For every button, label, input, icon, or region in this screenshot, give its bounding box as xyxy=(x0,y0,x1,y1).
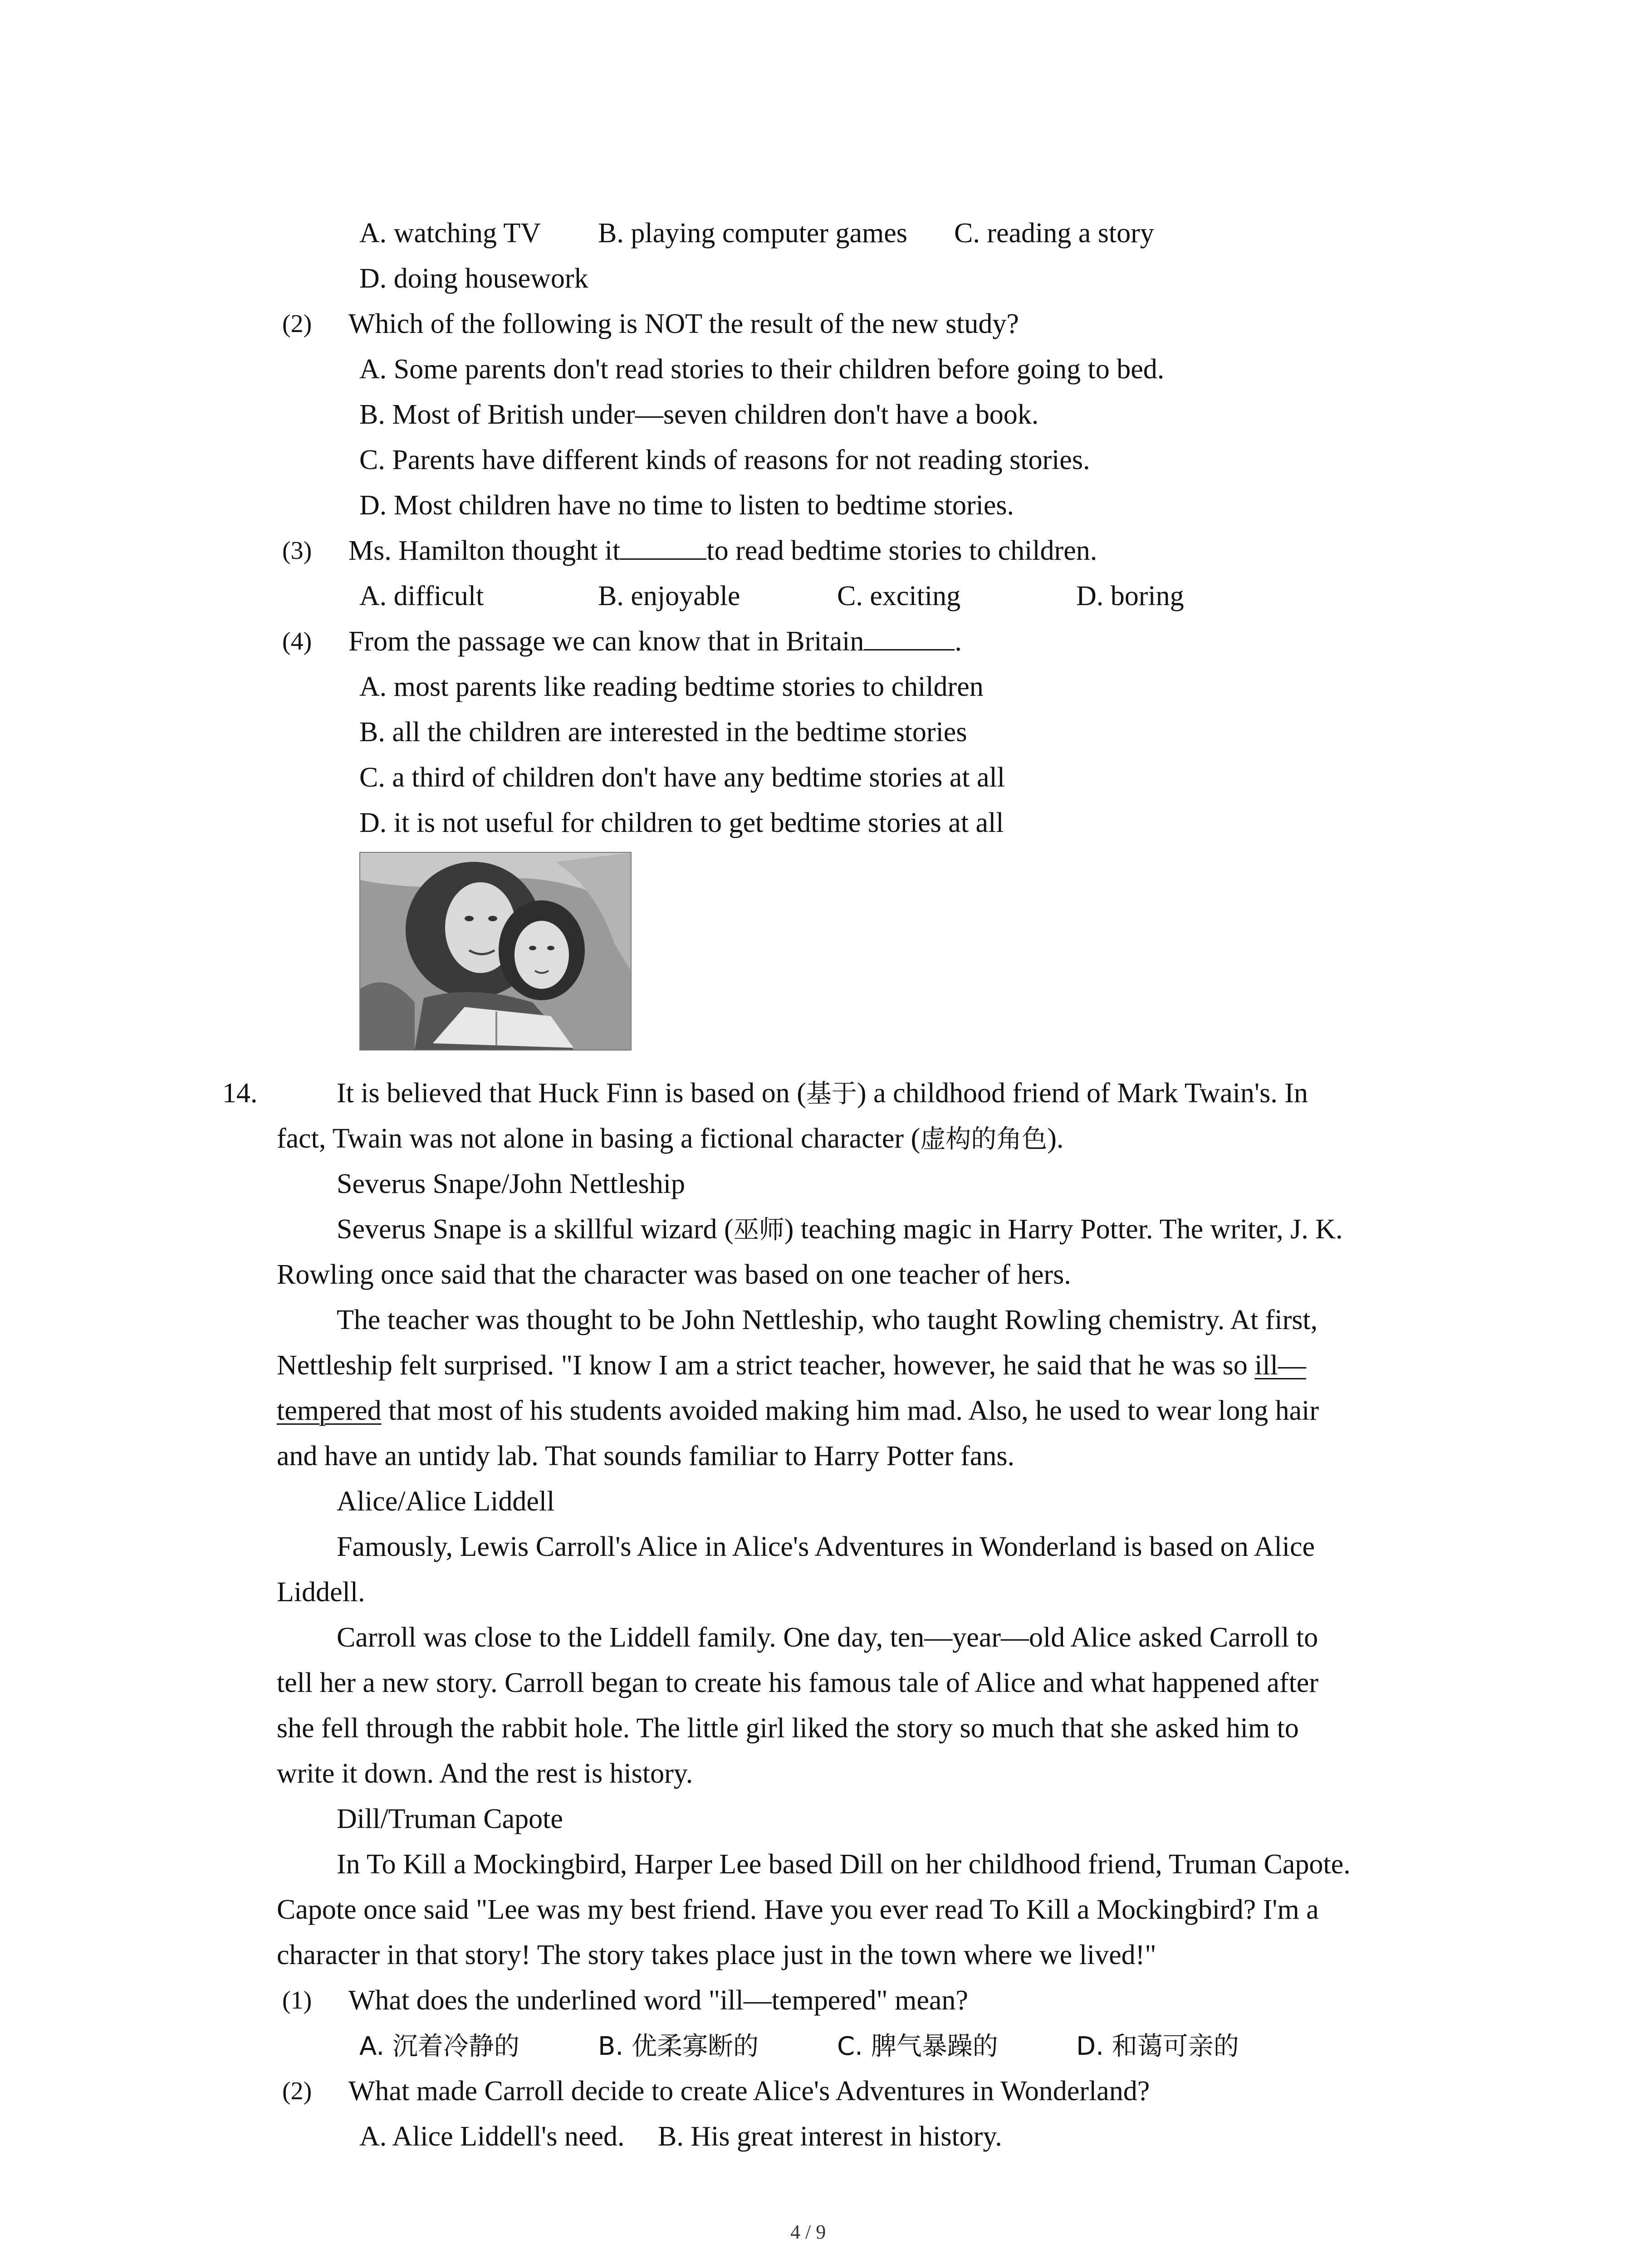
q13-4-option-a: A. most parents like reading bedtime stories to children xyxy=(359,671,984,702)
q14-2-number: (2) xyxy=(282,2077,312,2105)
q14-paragraph-4-line-2: Liddell. xyxy=(277,1577,365,1608)
q14-paragraph-2-line-2: Rowling once said that the character was based on one teacher of hers. xyxy=(277,1259,1071,1290)
q13-4-question-post: . xyxy=(955,626,962,657)
q14-2-option-b: B. His great interest in history. xyxy=(658,2121,1002,2152)
q13-3-option-d: D. boring xyxy=(1076,581,1184,611)
q13-4-option-b: B. all the children are interested in the bedtime stories xyxy=(359,717,967,748)
q14-paragraph-3-line-1: The teacher was thought to be John Nettleship, who taught Rowling chemistry. At first, xyxy=(337,1305,1318,1335)
mother-child-reading-photo xyxy=(359,852,632,1051)
q14-text: that most of his students avoided making him mad. Also, he used to wear long hair xyxy=(381,1395,1319,1426)
q13-3-question-post: to read bedtime stories to children. xyxy=(706,535,1097,566)
q13-2-option-a: A. Some parents don't read stories to their children before going to bed. xyxy=(359,354,1165,385)
q13-4-option-d: D. it is not useful for children to get bedtime stories at all xyxy=(359,807,1004,838)
answer-blank xyxy=(620,535,706,560)
q14-paragraph-3-line-3 xyxy=(277,1394,1319,1427)
q14-1-option-c xyxy=(837,2029,998,2063)
q13-1-option-a: A. watching TV xyxy=(359,218,541,249)
q14-paragraph-6-line-3: character in that story! The story takes place just in the town where we lived!" xyxy=(277,1940,1156,1970)
q14-number: 14. xyxy=(222,1078,258,1109)
q13-3-option-b: B. enjoyable xyxy=(598,581,740,611)
q13-3-question-pre: Ms. Hamilton thought it xyxy=(348,535,621,566)
q13-4-question xyxy=(348,625,962,658)
q13-2-option-d: D. Most children have no time to listen to bedtime stories. xyxy=(359,490,1014,521)
option-text: A. 沉着冷静的 xyxy=(359,2032,519,2061)
q14-paragraph-5-line-2: tell her a new story. Carroll began to create his famous tale of Alice and what happened after xyxy=(277,1667,1318,1698)
q13-4-option-c: C. a third of children don't have any bedtime stories at all xyxy=(359,762,1005,793)
q14-chinese-gloss: 基于 xyxy=(806,1079,857,1109)
underlined-word: tempered xyxy=(277,1395,382,1426)
q14-paragraph-3-line-2 xyxy=(277,1349,1306,1382)
q13-1-option-c: C. reading a story xyxy=(954,218,1154,249)
q14-paragraph-5-line-3: she fell through the rabbit hole. The little girl liked the story so much that she asked him to xyxy=(277,1713,1299,1744)
q14-chinese-gloss: 虚构的角色 xyxy=(920,1124,1048,1154)
q14-paragraph-4-line-1: Famously, Lewis Carroll's Alice in Alice's Adventures in Wonderland is based on Alice xyxy=(337,1531,1315,1562)
q14-text: Severus Snape is a skillful wizard ( xyxy=(337,1214,734,1245)
q14-paragraph-2-line-1 xyxy=(337,1213,1343,1246)
q14-paragraph-1-line-2 xyxy=(277,1122,1063,1156)
q13-3-question xyxy=(348,534,1097,567)
q14-text: fact, Twain was not alone in basing a fictional character ( xyxy=(277,1123,921,1154)
q14-heading-alice: Alice/Alice Liddell xyxy=(337,1486,555,1517)
q14-1-option-a xyxy=(359,2029,519,2063)
q13-2-number: (2) xyxy=(282,310,312,338)
q14-paragraph-5-line-1: Carroll was close to the Liddell family. One day, ten—year—old Alice asked Carroll to xyxy=(337,1622,1318,1653)
q13-4-number: (4) xyxy=(282,627,312,655)
q13-1-option-d: D. doing housework xyxy=(359,263,588,294)
q14-paragraph-6-line-1: In To Kill a Mockingbird, Harper Lee based Dill on her childhood friend, Truman Capote. xyxy=(337,1849,1351,1880)
q14-2-question: What made Carroll decide to create Alice's Adventures in Wonderland? xyxy=(348,2076,1150,2107)
q13-3-number: (3) xyxy=(282,537,312,565)
q14-text: ) teaching magic in Harry Potter. The writer, J. K. xyxy=(784,1214,1343,1245)
q14-heading-dill: Dill/Truman Capote xyxy=(337,1804,563,1834)
q14-text: It is believed that Huck Finn is based on ( xyxy=(337,1078,806,1109)
q14-text: Nettleship felt surprised. "I know I am a strict teacher, however, he said that he was so xyxy=(277,1350,1255,1381)
q14-heading-snape: Severus Snape/John Nettleship xyxy=(337,1168,686,1199)
q13-3-option-a: A. difficult xyxy=(359,581,484,611)
q14-paragraph-6-line-2: Capote once said "Lee was my best friend. Have you ever read To Kill a Mockingbird? I'm a xyxy=(277,1894,1319,1925)
q13-3-option-c: C. exciting xyxy=(837,581,961,611)
q14-1-option-d xyxy=(1076,2029,1239,2063)
q14-paragraph-3-line-4: and have an untidy lab. That sounds familiar to Harry Potter fans. xyxy=(277,1441,1014,1471)
q14-1-question: What does the underlined word "ill—tempered" mean? xyxy=(348,1985,968,2016)
q13-2-question: Which of the following is NOT the result of the new study? xyxy=(348,308,1019,339)
q13-2-option-b: B. Most of British under—seven children don't have a book. xyxy=(359,399,1039,430)
q14-text: ) a childhood friend of Mark Twain's. In xyxy=(857,1078,1308,1109)
q14-paragraph-5-line-4: write it down. And the rest is history. xyxy=(277,1758,693,1789)
q14-text: ). xyxy=(1047,1123,1064,1154)
option-text: C. 脾气暴躁的 xyxy=(837,2032,998,2061)
q14-chinese-gloss: 巫师 xyxy=(733,1215,784,1245)
photo-illustration xyxy=(360,853,631,1050)
page-number: 4 / 9 xyxy=(790,2221,826,2243)
option-text: D. 和蔼可亲的 xyxy=(1076,2032,1239,2061)
underlined-word: ill— xyxy=(1254,1350,1306,1381)
q14-1-option-b xyxy=(598,2029,759,2063)
q14-paragraph-1-line-1 xyxy=(337,1077,1308,1110)
option-text: B. 优柔寡断的 xyxy=(598,2032,759,2061)
q13-2-option-c: C. Parents have different kinds of reasons for not reading stories. xyxy=(359,445,1090,475)
q14-2-option-a: A. Alice Liddell's need. xyxy=(359,2121,625,2152)
q14-1-number: (1) xyxy=(282,1986,312,2014)
q13-1-option-b: B. playing computer games xyxy=(598,218,907,249)
q13-4-question-pre: From the passage we can know that in Britain xyxy=(348,626,864,657)
answer-blank xyxy=(864,626,955,650)
